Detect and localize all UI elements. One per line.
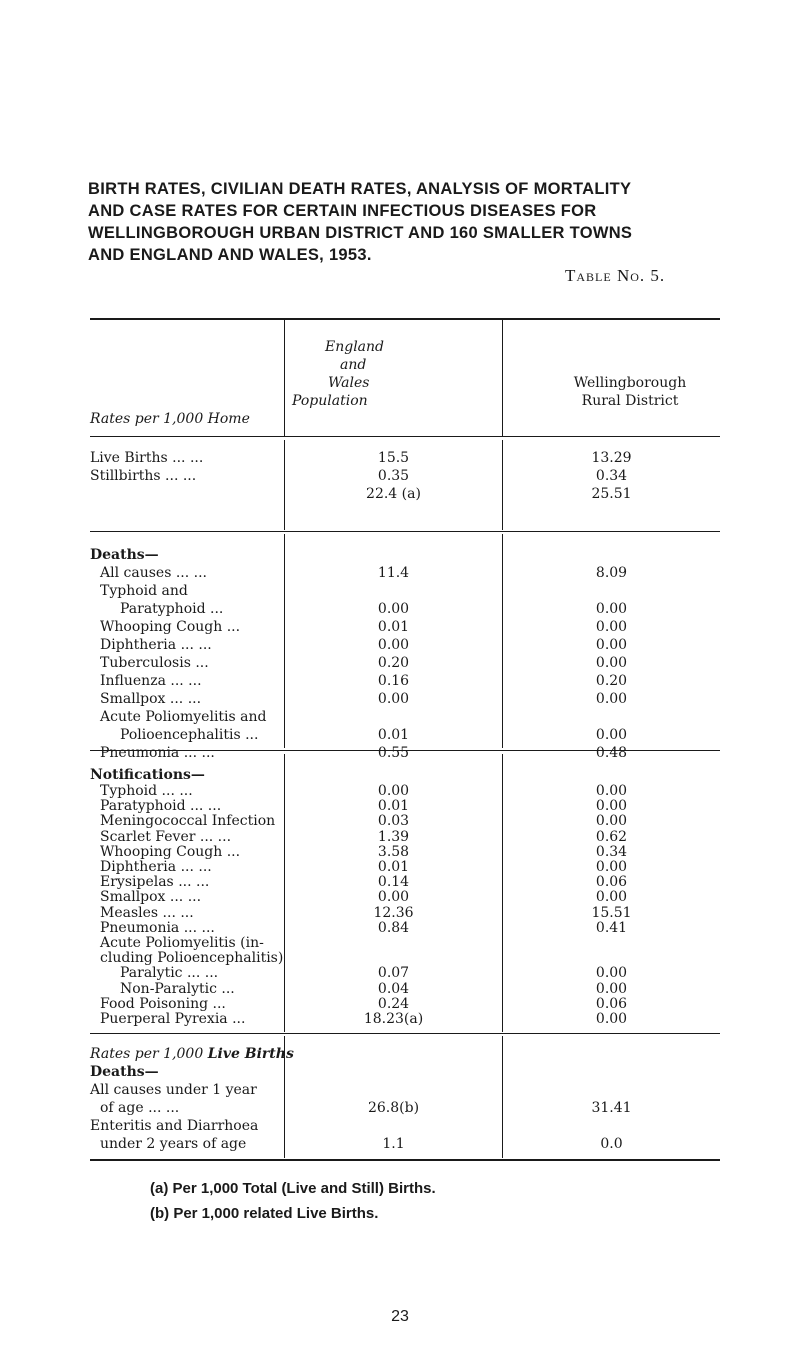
value-ew: 0.01 bbox=[377, 798, 410, 815]
row-label: Diphtheria ... ... bbox=[100, 859, 212, 875]
row-label: Influenza ... ... bbox=[100, 673, 202, 689]
value-ew: 0.03 bbox=[377, 813, 410, 830]
row-label: Acute Poliomyelitis (in- bbox=[100, 935, 264, 951]
value-wb: 0.0 bbox=[600, 1136, 623, 1152]
rule-deaths bbox=[90, 531, 720, 532]
rule-top bbox=[90, 318, 720, 320]
row-label: Diphtheria ... ... bbox=[100, 637, 212, 653]
section-heading: Notifications— bbox=[90, 767, 205, 783]
column-divider bbox=[284, 320, 285, 436]
value-wb: 0.00 bbox=[595, 619, 628, 635]
table-title bbox=[88, 178, 728, 266]
row-label: under 2 years of age bbox=[100, 1136, 247, 1152]
title-line: WELLINGBOROUGH URBAN DISTRICT AND 160 SMALLER TOWNS bbox=[88, 224, 633, 242]
row-label: cluding Polioencephalitis) bbox=[100, 950, 284, 967]
header-and: and bbox=[340, 357, 367, 373]
row-label: Typhoid and bbox=[100, 583, 188, 599]
value-wb: 0.34 bbox=[595, 843, 628, 860]
row-label: Polioencephalitis ... bbox=[120, 727, 259, 743]
value-wb: 0.00 bbox=[595, 965, 628, 982]
row-label: Puerperal Pyrexia ... bbox=[100, 1011, 246, 1027]
value-ew: 26.8(b) bbox=[367, 1100, 420, 1116]
value-ew: 15.5 bbox=[377, 450, 410, 466]
title-line: AND ENGLAND AND WALES, 1953. bbox=[88, 246, 372, 264]
value-wb: 0.34 bbox=[595, 468, 628, 484]
value-ew: 1.39 bbox=[377, 828, 410, 845]
value-ew: 3.58 bbox=[377, 843, 410, 860]
value-wb: 13.29 bbox=[591, 450, 632, 466]
value-wb: 25.51 bbox=[591, 486, 632, 502]
value-ew: 0.14 bbox=[377, 874, 410, 891]
rule-header bbox=[90, 436, 720, 437]
value-wb: 0.62 bbox=[595, 828, 628, 845]
value-ew: 0.00 bbox=[377, 783, 410, 799]
section-heading: Deaths— bbox=[90, 547, 159, 563]
row-label: Paratyphoid ... ... bbox=[100, 798, 222, 815]
value-wb: 0.00 bbox=[595, 655, 628, 671]
header-england: England bbox=[325, 339, 385, 355]
row-label: Pneumonia ... ... bbox=[100, 745, 215, 761]
value-ew: 0.00 bbox=[377, 889, 410, 906]
value-ew: 12.36 bbox=[373, 904, 414, 921]
value-wb: 15.51 bbox=[591, 904, 632, 921]
row-label: Food Poisoning ... bbox=[100, 995, 226, 1012]
header-wellingborough: Wellingborough bbox=[573, 375, 687, 391]
section-heading bbox=[90, 1045, 294, 1063]
value-wb: 8.09 bbox=[595, 565, 628, 581]
value-wb: 0.48 bbox=[595, 745, 628, 761]
value-wb: 0.00 bbox=[595, 691, 628, 707]
row-label: Scarlet Fever ... ... bbox=[100, 828, 232, 845]
value-wb: 0.00 bbox=[595, 783, 628, 799]
value-wb: 0.00 bbox=[595, 601, 628, 617]
value-ew: 22.4 (a) bbox=[366, 486, 421, 502]
row-label: Whooping Cough ... bbox=[100, 843, 241, 860]
header-rates: Rates per 1,000 Home bbox=[90, 411, 250, 427]
footnote-b: (b) Per 1,000 related Live Births. bbox=[150, 1205, 379, 1222]
row-label: Pneumonia ... ... bbox=[100, 919, 215, 936]
value-ew: 0.01 bbox=[377, 727, 410, 743]
value-ew: 0.16 bbox=[377, 673, 410, 689]
value-wb: 0.00 bbox=[595, 889, 628, 906]
value-wb: 0.00 bbox=[595, 1011, 628, 1027]
header-population: Population bbox=[292, 393, 368, 409]
heading-part: Live Births bbox=[207, 1046, 294, 1062]
value-ew: 0.07 bbox=[377, 965, 410, 982]
value-ew: 0.00 bbox=[377, 637, 410, 653]
row-label: Paratyphoid ... bbox=[120, 601, 224, 617]
title-line: AND CASE RATES FOR CERTAIN INFECTIOUS DISEASES FOR bbox=[88, 202, 597, 220]
row-label: Paralytic ... ... bbox=[120, 965, 219, 982]
value-wb: 0.20 bbox=[595, 673, 628, 689]
row-label: Smallpox ... ... bbox=[100, 691, 202, 707]
section-heading: Deaths— bbox=[90, 1064, 159, 1080]
value-ew: 0.00 bbox=[377, 601, 410, 617]
row-label: Erysipelas ... ... bbox=[100, 874, 210, 891]
table-number: Table No. 5. bbox=[565, 266, 666, 285]
value-wb: 0.06 bbox=[595, 874, 628, 891]
value-wb: 0.00 bbox=[595, 727, 628, 743]
value-wb: 0.00 bbox=[595, 980, 628, 997]
row-label: Meningococcal Infection bbox=[100, 813, 276, 830]
value-wb: 0.41 bbox=[595, 919, 628, 936]
row-label: All causes ... ... bbox=[100, 565, 207, 581]
row-label: Live Births ... ... bbox=[90, 450, 204, 466]
rule-infant bbox=[90, 1033, 720, 1034]
row-label: Typhoid ... ... bbox=[100, 783, 193, 799]
value-ew: 0.84 bbox=[377, 919, 410, 936]
value-wb: 31.41 bbox=[591, 1100, 632, 1116]
row-label: Whooping Cough ... bbox=[100, 619, 241, 635]
row-label: Smallpox ... ... bbox=[100, 889, 202, 906]
row-label: Acute Poliomyelitis and bbox=[100, 709, 267, 725]
row-label: All causes under 1 year bbox=[90, 1082, 257, 1098]
header-wales: Wales bbox=[328, 375, 370, 391]
row-label: Enteritis and Diarrhoea bbox=[90, 1118, 259, 1134]
value-ew: 18.23(a) bbox=[363, 1011, 424, 1027]
value-ew: 0.00 bbox=[377, 691, 410, 707]
footnote-a: (a) Per 1,000 Total (Live and Still) Births. bbox=[150, 1180, 436, 1197]
value-ew: 11.4 bbox=[377, 565, 410, 581]
page-number: 23 bbox=[391, 1308, 409, 1325]
value-wb: 0.00 bbox=[595, 637, 628, 653]
row-label: Tuberculosis ... bbox=[100, 655, 209, 671]
value-wb: 0.00 bbox=[595, 813, 628, 830]
row-label: Measles ... ... bbox=[100, 904, 194, 921]
value-ew: 0.20 bbox=[377, 655, 410, 671]
heading-part: Rates per 1,000 bbox=[90, 1046, 208, 1062]
header-rural-district: Rural District bbox=[581, 393, 679, 409]
row-label: Stillbirths ... ... bbox=[90, 468, 197, 484]
rule-bottom bbox=[90, 1159, 720, 1161]
title-line: BIRTH RATES, CIVILIAN DEATH RATES, ANALYSIS OF MORTALITY bbox=[88, 180, 632, 198]
value-ew: 0.04 bbox=[377, 980, 410, 997]
value-wb: 0.06 bbox=[595, 995, 628, 1012]
value-ew: 0.01 bbox=[377, 859, 410, 875]
value-ew: 1.1 bbox=[382, 1136, 405, 1152]
value-ew: 0.24 bbox=[377, 995, 410, 1012]
value-ew: 0.55 bbox=[377, 745, 410, 761]
value-ew: 0.35 bbox=[377, 468, 410, 484]
value-wb: 0.00 bbox=[595, 859, 628, 875]
row-label: Non-Paralytic ... bbox=[120, 980, 235, 997]
value-ew: 0.01 bbox=[377, 619, 410, 635]
value-wb: 0.00 bbox=[595, 798, 628, 815]
row-label: of age ... ... bbox=[100, 1100, 180, 1116]
column-divider bbox=[502, 320, 503, 436]
